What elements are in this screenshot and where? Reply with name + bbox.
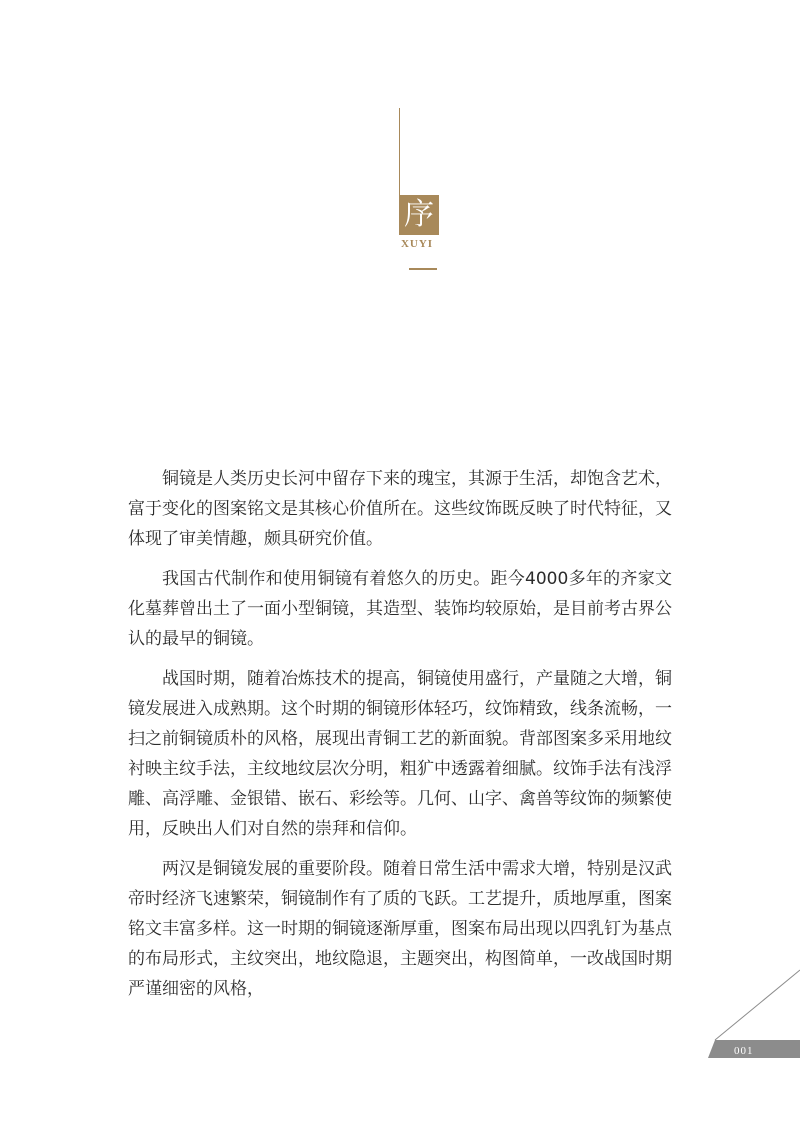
- title-dash: [409, 268, 437, 270]
- page-number: 001: [734, 1045, 754, 1057]
- chapter-title: 序: [404, 197, 434, 232]
- corner-page-tab: [708, 1040, 800, 1058]
- paragraph-4: 两汉是铜镜发展的重要阶段。随着日常生活中需求大增，特别是汉武帝时经济飞速繁荣，铜镜制作有了质的飞跃。工艺提升，质地厚重，图案铭文丰富多样。这一时期的铜镜逐渐厚重，图案布局出现以四乳钉为基点的布局形式，主纹突出，地纹隐退，主题突出，构图简单，一改战国时期严谨细密的风格，: [128, 859, 672, 999]
- paragraph-2: 我国古代制作和使用铜镜有着悠久的历史。距今4000多年的齐家文化墓葬曾出土了一面小型铜镜，其造型、装饰均较原始，是目前考古界公认的最早的铜镜。: [128, 569, 672, 649]
- body-text: [128, 464, 672, 1014]
- corner-diagonal-line: [715, 970, 800, 1040]
- chapter-title-box: [399, 195, 439, 235]
- chapter-subtitle: XUYI: [400, 238, 434, 250]
- paragraph-3: 战国时期，随着冶炼技术的提高，铜镜使用盛行，产量随之大增，铜镜发展进入成熟期。这个时期的铜镜形体轻巧，纹饰精致，线条流畅，一扫之前铜镜质朴的风格，展现出青铜工艺的新面貌。背部图案多采用地纹衬映主纹手法，主纹地纹层次分明，粗犷中透露着细腻。纹饰手法有浅浮雕、高浮雕、金银错、嵌石、彩绘等。几何、山字、禽兽等纹饰的频繁使用，反映出人们对自然的崇拜和信仰。: [128, 669, 672, 839]
- paragraph-1: 铜镜是人类历史长河中留存下来的瑰宝，其源于生活，却饱含艺术，富于变化的图案铭文是其核心价值所在。这些纹饰既反映了时代特征，又体现了审美情趣，颇具研究价值。: [128, 469, 672, 549]
